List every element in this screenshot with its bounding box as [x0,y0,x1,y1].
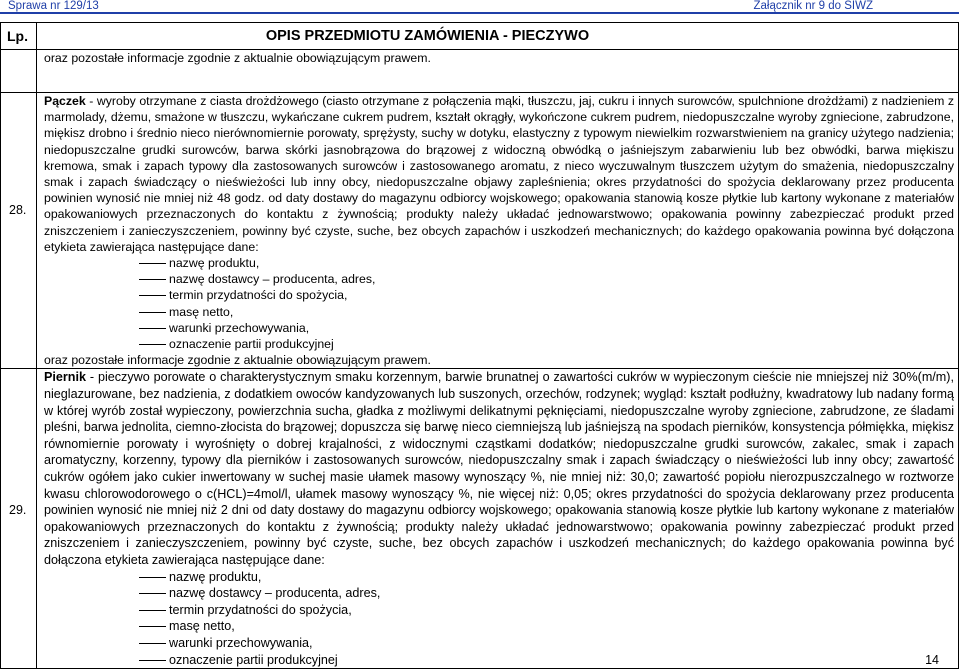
product-name: Pączek [44,94,86,108]
continuation-row [1,50,959,93]
row-number: 29. [9,503,27,518]
product-description-piernik [37,369,959,669]
table-header-row [1,23,959,50]
closing-text: oraz pozostałe informacje zgodnie z aktualnie obowiązującym prawem. [44,353,431,368]
list-item: termin przydatności do spożycia, [44,602,954,619]
description-text: - wyroby otrzymane z ciasta drożdżowego (ciasto otrzymane z połączenia mąki, tłuszczu, jaj, cukru i innych surowców, spulchnione drożdżami) z nadzieniem z marmolady, dżemu, smażone w tłuszczu, wykańczane cukrem pudrem, kształt okrągły, wykończone cukrem pudrem, niedopuszczalne wyroby zgniecione, zabrudzone, miękisz drobno i średnio nieco nierównomiernie porowaty, sprężysty, suchy w dotyku, elastyczny z typowym niewielkim rozwarstwieniem na granicy użytego nadzienia; niedopuszczalne grudki surowców, barwa skórki jasnobrązowa do brązowej z widoczną obwódką o jaśniejszym zabarwieniu lub bez obwódki, barwa miękiszu kremowa, smak i zapach typowy dla zastosowanych surowców i zastosowanego aromatu, z nieco wyczuwalnym tłuszczem użytym do smażenia, niedopuszczalny smak i zapach świadczący o nieświeżości lub inny obcy, niedopuszczalne objawy zapleśnienia; okres przydatności do spożycia deklarowany przez producenta powinien wynosić nie mniej niż 48 godz. od daty dostawy do magazynu odbiorcy wojskowego; opakowania stanowią kosze płytkie lub kartony wykonane z materiałów opakowaniowych przeznaczonych do kontaktu z żywnością; produkty należy układać jednowarstwowo; opakowania powinny zabezpieczać produkt przed zniszczeniem i zanieczyszczeniem, powinny być czyste, suche, bez obcych zapachów i uszkodzeń mechanicznych; do każdego opakowania powinna być dołączona etykieta zawierająca następujące dane: [44,94,954,254]
page-number: 14 [925,653,939,667]
page-header [0,0,959,12]
continuation-text: oraz pozostałe informacje zgodnie z aktualnie obowiązującym prawem. [37,50,959,93]
description-text: - pieczywo porowate o charakterystycznym smaku korzennym, barwie brunatnej o zawartości cukrów w wypieczonym cieście nie mniejszej niż 30%(m/m), nieglazurowane, bez nadzienia, z dodatkiem owoców kandyzowanych lub suszonych, orzechów, rodzynek; wygląd: kształt podłużny, kwadratowy lub nadany formą w której wyrób został wypieczony, powierzchnia sucha, gładka z możliwymi delikatnymi pęknięciami, niedopuszczalne wyroby zgniecione, zabrudzone, ze śladami pleśni, barwa jednolita, ciemno-złocista do brązowej; dopuszcza się barwę nieco ciemniejszą lub jaśniejszą na spodach pierników, konsystencja półmiękka, miękisz równomiernie porowaty i wyrośnięty o dobrej krajalności, z widocznymi cząstkami dodatków; niedopuszczalne grudki surowców, zakalec, smak i zapach aromatyczny, korzenny, typowy dla pierników i zastosowanych surowców, niedopuszczalny smak i zapach świadczący o nieświeżości lub inny obcy; zawartość cukrów ogółem jako cukier inwertowany w suchej masie ułamek masowy wynoszący %, nie mniej niż: 30,0; zawartość popiołu nierozpuszczalnego w roztworze kwasu chlorowodorowego o c(HCL)=4mol/l, ułamek masowy wynoszący %, nie więcej niż: 0,05; okres przydatności do spożycia deklarowany przez producenta powinien wynosić nie mniej niż 2 dni od daty dostawy do magazynu odbiorcy wojskowego; opakowania stanowią kosze płytkie lub kartony wykonane z materiałów opakowaniowych przeznaczonych do kontaktu z żywnością; produkty należy układać jednowarstwowo; opakowania powinny zabezpieczać produkt przed zniszczeniem i zanieczyszczeniem, powinny być czyste, suche, bez obcych zapachów i uszkodzeń mechanicznych; do każdego opakowania powinna być dołączona etykieta zawierająca następujące dane: [44,370,955,567]
lp-header: Lp. [1,23,37,50]
list-item: oznaczenie partii produkcyjnej [44,652,954,669]
product-name: Piernik [44,370,86,385]
list-item: nazwę dostawcy – producenta, adres, [44,585,954,602]
product-description-paczek [37,93,959,369]
list-item: masę netto, [44,618,954,635]
list-item: nazwę dostawcy – producenta, adres, [44,271,954,287]
table-title: OPIS PRZEDMIOTU ZAMÓWIENIA - PIECZYWO [37,23,959,50]
list-item: nazwę produktu, [44,569,954,586]
specification-table [0,22,959,669]
case-number: Sprawa nr 129/13 [8,0,99,12]
list-item: oznaczenie partii produkcyjnej [44,336,954,352]
label-items-list [44,569,954,669]
attachment-label: Załącznik nr 9 do SIWZ [753,0,873,12]
label-items-list [44,255,954,352]
list-item: warunki przechowywania, [44,635,954,652]
product-row-28 [1,93,959,369]
list-item: termin przydatności do spożycia, [44,287,954,303]
list-item: warunki przechowywania, [44,320,954,336]
list-item: masę netto, [44,304,954,320]
row-number: 28. [9,203,27,217]
header-rule [0,12,959,14]
product-row-29 [1,369,959,669]
list-item: nazwę produktu, [44,255,954,271]
